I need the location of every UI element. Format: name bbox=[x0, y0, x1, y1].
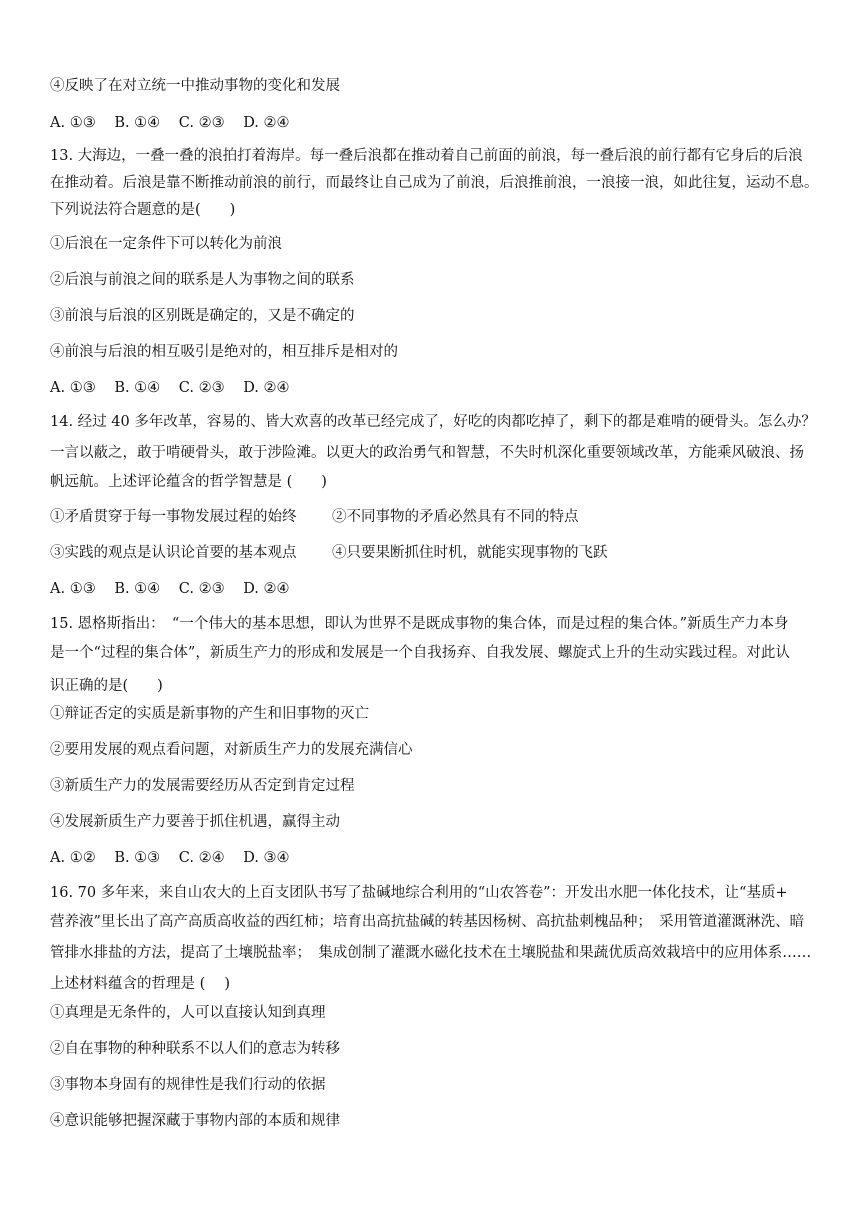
q16-stem-line-2: 营养液”里长出了高产高质高收益的西红柿；培育出高抗盐碱的转基因杨树、高抗盐刺槐品种； 采用管道灌溉淋洗、暗 bbox=[50, 914, 805, 930]
q15-option-a: A. ①② bbox=[50, 850, 96, 866]
q13-stem-line-1: 13. 大海边，一叠一叠的浪拍打着海岸。每一叠后浪都在推动着自己前面的前浪，每一叠后浪的前行都有它身后的后浪 bbox=[50, 148, 803, 164]
q13-option-c: C. ②③ bbox=[178, 380, 225, 396]
q14-items-row-2 bbox=[50, 543, 820, 563]
q14-option-b: B. ①④ bbox=[114, 581, 161, 597]
q13-option-a: A. ①③ bbox=[50, 380, 96, 396]
q16-item-4: ④意识能够把握深藏于事物内部的本质和规律 bbox=[50, 1113, 340, 1129]
q14-stem-line-3: 帆远航。上述评论蕴含的哲学智慧是 ( ) bbox=[50, 474, 327, 490]
q14-option-a: A. ①③ bbox=[50, 581, 96, 597]
q15-item-1: ①辩证否定的实质是新事物的产生和旧事物的灭亡 bbox=[50, 706, 369, 722]
q13-option-d: D. ②④ bbox=[243, 380, 290, 396]
q12-item-4: ④反映了在对立统一中推动事物的变化和发展 bbox=[50, 78, 340, 94]
q13-stem-line-3: 下列说法符合题意的是( ) bbox=[50, 202, 236, 218]
q14-item-1: ①矛盾贯穿于每一事物发展过程的始终 bbox=[50, 509, 297, 525]
q14-options bbox=[50, 579, 820, 599]
q14-item-3: ③实践的观点是认识论首要的基本观点 bbox=[50, 545, 297, 561]
q15-option-b: B. ①③ bbox=[114, 850, 161, 866]
q16-stem-line-3: 管排水排盐的方法，提高了土壤脱盐率； 集成创制了灌溉水磁化技术在土壤脱盐和果蔬优质高效栽培中的应用体系…… bbox=[50, 945, 812, 961]
q13-option-b: B. ①④ bbox=[114, 380, 161, 396]
q12-options bbox=[50, 113, 820, 133]
q16-stem-line-4: 上述材料蕴含的哲理是 ( ) bbox=[50, 976, 231, 992]
q14-stem-line-2: 一言以蔽之，敢于啃硬骨头，敢于涉险滩。以更大的政治勇气和智慧，不失时机深化重要领域改革，方能乘风破浪、扬 bbox=[50, 445, 804, 461]
q14-item-4: ④只要果断抓住时机，就能实现事物的飞跃 bbox=[332, 545, 608, 561]
q13-item-1: ①后浪在一定条件下可以转化为前浪 bbox=[50, 236, 282, 252]
q16-item-3: ③事物本身固有的规律性是我们行动的依据 bbox=[50, 1077, 326, 1093]
q12-option-c: C. ②③ bbox=[178, 115, 225, 131]
q15-item-4: ④发展新质生产力要善于抓住机遇，赢得主动 bbox=[50, 814, 340, 830]
q14-option-d: D. ②④ bbox=[243, 581, 290, 597]
q13-item-3: ③前浪与后浪的区别既是确定的，又是不确定的 bbox=[50, 308, 355, 324]
q12-option-b: B. ①④ bbox=[114, 115, 161, 131]
q14-item-2: ②不同事物的矛盾必然具有不同的特点 bbox=[332, 509, 579, 525]
q16-stem-line-1: 16. 70 多年来，来自山农大的上百支团队书写了盐碱地综合利用的“山农答卷”：开发出水肥一体化技术，让“基质+ bbox=[50, 885, 788, 901]
q16-item-1: ①真理是无条件的，人可以直接认知到真理 bbox=[50, 1005, 326, 1021]
q14-items-row-1 bbox=[50, 507, 820, 527]
q13-item-4: ④前浪与后浪的相互吸引是绝对的，相互排斥是相对的 bbox=[50, 344, 398, 360]
q13-item-2: ②后浪与前浪之间的联系是人为事物之间的联系 bbox=[50, 272, 355, 288]
q15-option-d: D. ③④ bbox=[243, 850, 290, 866]
q14-stem-line-1: 14. 经过 40 多年改革，容易的、皆大欢喜的改革已经完成了，好吃的肉都吃掉了，剩下的都是难啃的硬骨头。怎么办？ bbox=[50, 414, 816, 430]
q15-item-2: ②要用发展的观点看问题，对新质生产力的发展充满信心 bbox=[50, 742, 413, 758]
q15-stem-line-2: 是一个“过程的集合体”，新质生产力的形成和发展是一个自我扬弃、自我发展、螺旋式上升的生动实践过程。对此认 bbox=[50, 645, 790, 661]
q15-option-c: C. ②④ bbox=[178, 850, 225, 866]
q12-option-d: D. ②④ bbox=[243, 115, 290, 131]
q15-item-3: ③新质生产力的发展需要经历从否定到肯定过程 bbox=[50, 778, 355, 794]
q13-stem-line-2: 在推动着。后浪是靠不断推动前浪的前行，而最终让自己成为了前浪，后浪推前浪，一浪接一浪，如此往复，运动不息。 bbox=[50, 175, 819, 191]
q13-options bbox=[50, 378, 820, 398]
q15-options bbox=[50, 848, 820, 868]
q14-option-c: C. ②③ bbox=[178, 581, 225, 597]
q12-option-a: A. ①③ bbox=[50, 115, 96, 131]
q15-stem-line-1: 15. 恩格斯指出： “一个伟大的基本思想，即认为世界不是既成事物的集合体，而是过程的集合体。”新质生产力本身 bbox=[50, 616, 789, 632]
q16-item-2: ②自在事物的种种联系不以人们的意志为转移 bbox=[50, 1041, 340, 1057]
q15-stem-line-3: 识正确的是( ) bbox=[50, 678, 163, 694]
